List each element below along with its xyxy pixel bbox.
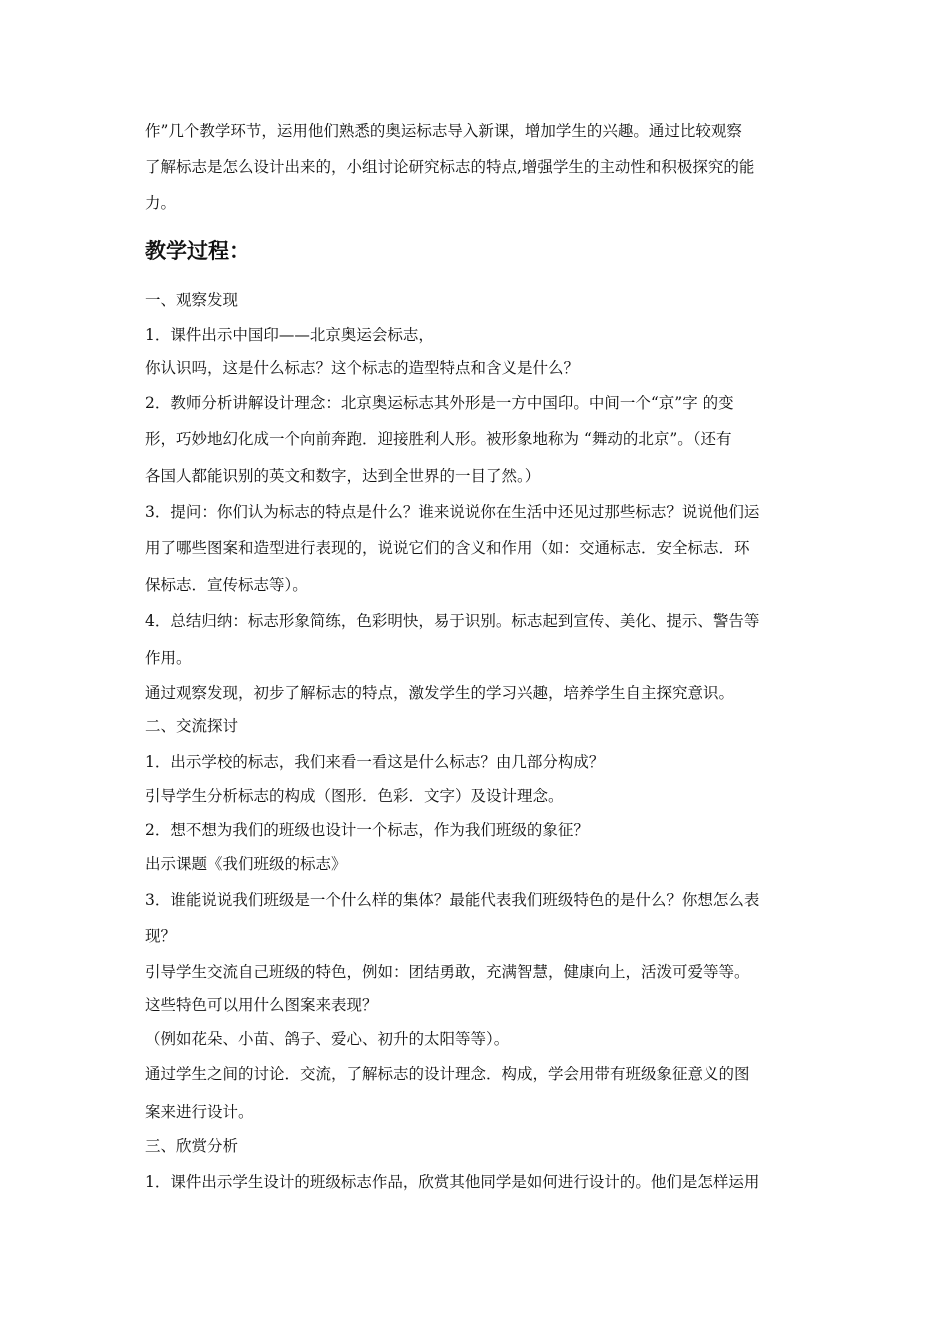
paragraph-line: 出示课题《我们班级的标志》 bbox=[145, 855, 347, 873]
section-heading: 教学过程： bbox=[145, 239, 250, 263]
paragraph-line: 形，巧妙地幻化成一个向前奔跑．迎接胜利人形。被形象地称为 “舞动的北京”。（还有 bbox=[145, 430, 732, 448]
section1-title: 一、观察发现 bbox=[145, 291, 239, 309]
paragraph-line: 引导学生交流自己班级的特色，例如：团结勇敢，充满智慧，健康向上，活泼可爱等等。 bbox=[145, 963, 750, 981]
paragraph-line: 2．想不想为我们的班级也设计一个标志，作为我们班级的象征？ bbox=[145, 821, 589, 839]
paragraph-line: （例如花朵、小苗、鸽子、爱心、初升的太阳等等）。 bbox=[145, 1030, 510, 1048]
paragraph-line: 3．提问：你们认为标志的特点是什么？谁来说说你在生活中还见过那些标志？说说他们运 bbox=[145, 503, 760, 521]
paragraph-line: 3．谁能说说我们班级是一个什么样的集体？最能代表我们班级特色的是什么？你想怎么表 bbox=[145, 891, 760, 909]
intro-line-2: 了解标志是怎么设计出来的，小组讨论研究标志的特点,增强学生的主动性和积极探究的能 bbox=[145, 158, 755, 176]
paragraph-line: 1．出示学校的标志，我们来看一看这是什么标志？由几部分构成？ bbox=[145, 753, 605, 771]
paragraph-line: 1．课件出示中国印——北京奥运会标志， bbox=[145, 326, 434, 344]
paragraph-line: 通过学生之间的讨论．交流，了解标志的设计理念．构成，学会用带有班级象征意义的图 bbox=[145, 1065, 750, 1083]
paragraph-line: 4．总结归纳：标志形象简练，色彩明快，易于识别。标志起到宣传、美化、提示、警告等 bbox=[145, 612, 760, 630]
paragraph-line: 现？ bbox=[145, 927, 177, 945]
paragraph-line: 案来进行设计。 bbox=[145, 1103, 254, 1121]
paragraph-line: 1．课件出示学生设计的班级标志作品，欣赏其他同学是如何进行设计的。他们是怎样运用 bbox=[145, 1173, 760, 1191]
intro-line-1: 作”几个教学环节，运用他们熟悉的奥运标志导入新课，增加学生的兴趣。通过比较观察 bbox=[145, 122, 742, 140]
paragraph-line: 保标志．宣传标志等）。 bbox=[145, 576, 308, 594]
paragraph-line: 通过观察发现，初步了解标志的特点，激发学生的学习兴趣，培养学生自主探究意识。 bbox=[145, 684, 735, 702]
paragraph-line: 作用。 bbox=[145, 649, 192, 667]
paragraph-line: 2．教师分析讲解设计理念：北京奥运标志其外形是一方中国印。中间一个“京”字 的变 bbox=[145, 394, 734, 412]
paragraph-line: 引导学生分析标志的构成（图形．色彩．文字）及设计理念。 bbox=[145, 787, 564, 805]
section3-title: 三、欣赏分析 bbox=[145, 1137, 239, 1155]
section2-title: 二、交流探讨 bbox=[145, 717, 239, 735]
paragraph-line: 各国人都能识别的英文和数字，达到全世界的一目了然。） bbox=[145, 467, 541, 485]
paragraph-line: 用了哪些图案和造型进行表现的，说说它们的含义和作用（如：交通标志．安全标志．环 bbox=[145, 539, 750, 557]
paragraph-line: 这些特色可以用什么图案来表现？ bbox=[145, 996, 378, 1014]
intro-line-3: 力。 bbox=[145, 194, 177, 212]
paragraph-line: 你认识吗，这是什么标志？这个标志的造型特点和含义是什么？ bbox=[145, 359, 580, 377]
